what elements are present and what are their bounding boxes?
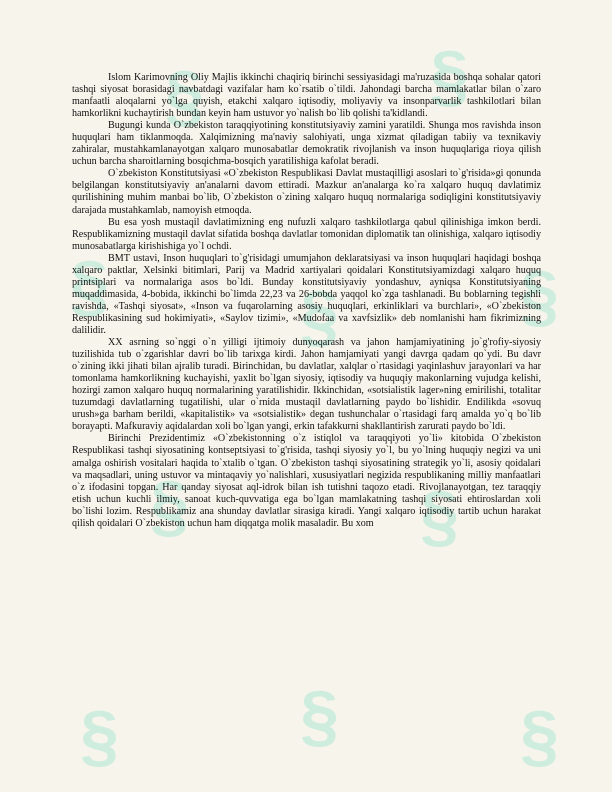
document-body [72,72,541,530]
watermark-logo-icon: § [520,256,559,334]
paragraph: BMT ustavi, Inson huquqlari to`g'risidagi umumjahon deklaratsiyasi va inson huquqlari haqidagi boshqa xalqaro paktlar, Xelsinki bitimlari, Parij va Madrid xartiyalari qoidalari Konstitutsiyamizdagi xalqaro huquq printsiplari va normalariga asos bo`ldi. Bunday konstitutsiyaviy yondashuv, ayniqsa Konstitutsiyaning muqaddimasida, 4-bobida, ikkinchi bo`limda 22,23 va 26-bobda yaqqol ko`zga tashlanadi. Bu boblarning tegishli ravishda, «Tashqi siyosat», «Inson va fuqarolarning asosiy huquqlari, erkinliklari va burchlari», «O`zbekiston Respublikasining sud hokimiyati», «Saylov tizimi», «Mudofaa va xavfsizlik» deb nomlanishi ham fikrimizning dalilidir. [72,252,541,336]
paragraph: XX asrning so`nggi o`n yilligi ijtimoiy dunyoqarash va jahon hamjamiyatining jo`g'rofiy-siyosiy tuzilishida tub o`zgarishlar davri bo`lib tarixga kirdi. Jahon hamjamiyati yangi davrga qadam qo`ydi. Bu davr o`zining ikki jihati bilan ajralib turadi. Birinchidan, bu davlatlar, xalqlar o`rtasidagi yaqinlashuv jarayonlari va har tomonlama hamkorlikning kuchayishi, yaxlit bo`lgan siyosiy, iqtisodiy va huquqiy makonlarning vujudga kelishi, hozirgi zamon xalqaro huquq normalarining yaratilishidir. Ikkinchidan, «sotsialistik lager»ning emirilishi, totalitar tuzumdagi davlatlarning tugatilishi, ular o`rnida mustaqil davlatlarning paydo bo`lishidir. Endilikda «sovuq urush»ga barham berildi, «kapitalistik» va «sotsialistik» degan tushunchalar o`rtasidagi farq amalda yo`q bo`lib borayapti. Mafkuraviy aqidalardan xoli bo`lgan yangi, erkin tafakkurni shakllantirish zarurati paydo bo`ldi. [72,337,541,433]
paragraph: Bugungi kunda O`zbekiston taraqqiyotining konstitutsiyaviy zamini yaratildi. Shunga mos ravishda inson huquqlari ham tiklanmoqda. Xalqimizning ma'naviy salohiyati, unga xizmat qiladigan tabiiy va texnikaviy zahiralar, mustahkamlanayotgan xalqaro munosabatlar demokratik rivojlanish va inson huquqlariga rioya qilish uchun barcha sharoitlarning bosqichma-bosqich yaratilishiga kafolat beradi. [72,120,541,168]
paragraph: Islom Karimovning Oliy Majlis ikkinchi chaqiriq birinchi sessiyasidagi ma'ruzasida boshqa sohalar qatori tashqi siyosat borasidagi navbatdagi vazifalar ham ko`rsatib o`tildi. Jahondagi barcha mamlakatlar bilan o`zaro manfaatli aloqalarni yo`lga quyish, etakchi xalqaro iqtisodiy, moliyaviy va insonparvarlik tashkilotlari bilan hamkorlikni kuchaytirish bundan keyin ham ustuvor yo`nalish bo`lib qolishi ta'kidlandi. [72,72,541,120]
watermark-logo-icon: § [150,466,189,544]
paragraph: Bu esa yosh mustaqil davlatimizning eng nufuzli xalqaro tashkilotlarga qabul qilinishiga imkon berdi. Respublikamizning mustaqil davlat sifatida boshqa davlatlar tomonidan diplomatik tan olinishiga, xalqaro iqtisodiy munosabatlarga kirishishiga yo`l ochdi. [72,216,541,252]
watermark-logo-icon: § [430,36,469,114]
watermark-logo-icon: § [300,676,339,754]
paragraph: Birinchi Prezidentimiz «O`zbekistonning o`z istiqlol va taraqqiyoti yo`li» kitobida O`zbekiston Respublikasi tashqi siyosatining kontseptsiyasi to`g'risida, tashqi siyosiy yo`l, bu yo`lning huquqiy negizi va uni amalga oshirish vositalari haqida to`xtalib o`tgan. O`zbekiston tashqi siyosatining strategik yo`li, asosiy qoidalari va maqsadlari, uning ustuvor va mintaqaviy yo`nalishlari, xususiyatlari negizida respublikaning milliy manfaatlari o`z ifodasini topgan. Har qanday siyosat aql-idrok bilan ish tutishni taqozo etadi. Rivojlanayotgan, tez taraqqiy etish uchun kuchli ilmiy, sanoat kuch-quvvatiga ega bo`lgan mamlakatning tashqi siyosati ehtiroslardan xoli bo`lishi lozim. Respublikamiz ana shunday davlatlar sirasiga kiradi. Yangi xalqaro iqtisodiy tartib uchun harakat qilish qoidalari O`zbekiston uchun ham diqqatga molik masaladir. Bu xom [72,433,541,529]
watermark-logo-icon: § [300,276,339,354]
watermark-logo-icon: § [80,696,119,774]
watermark-logo-icon: § [520,696,559,774]
paragraph: O`zbekiston Konstitutsiyasi «O`zbekiston Respublikasi Davlat mustaqilligi asoslari to`g'risida»gi qonunda belgilangan konstitutsiyaviy an'analarni davom ettiradi. Mazkur an'analarga ko`ra xalqaro huquq davlatimiz qurilishining muhim manbai bo`lib, O`zbekiston o`zining xalqaro huquq normalariga sodiqligini konstitutsiyaviy darajada mustahkamlab, namoyish etmoqda. [72,168,541,216]
watermark-logo-icon: § [420,476,459,554]
watermark-logo-icon: § [70,246,109,324]
watermark-logo-icon: § [165,56,204,134]
